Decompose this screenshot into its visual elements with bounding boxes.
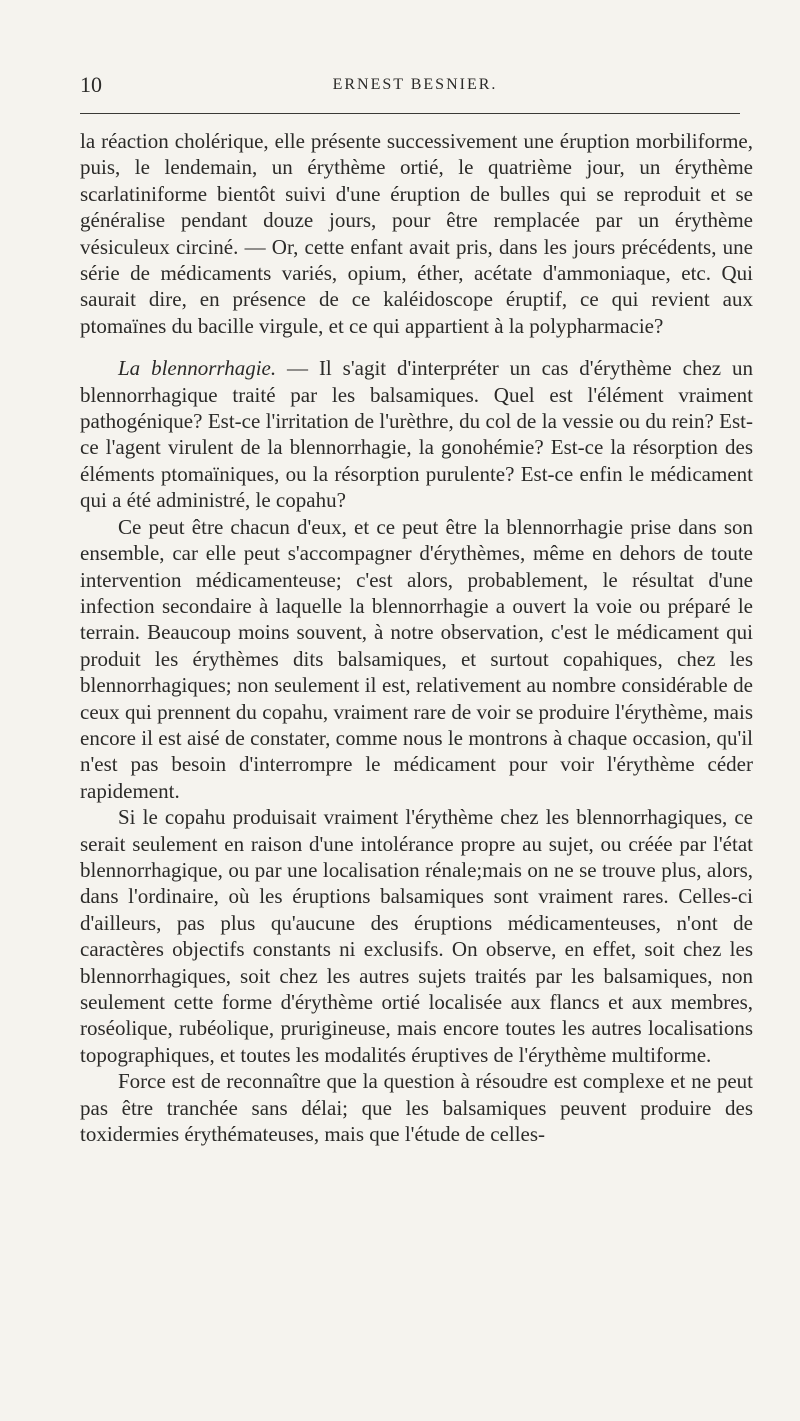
- body-text: [80, 128, 753, 1147]
- section-heading-blennorrhagie: La blennorrhagie.: [118, 356, 277, 381]
- page-number: 10: [80, 72, 102, 97]
- header-divider: [80, 113, 740, 114]
- paragraph-5: Force est de reconnaître que la question à résoudre est complexe et ne peut pas être tranchée sans délai; que les balsamiques peuvent produire des toxidermies érythémateuses, mais que l'étude de celles-: [80, 1069, 753, 1147]
- paragraph-4: Si le copahu produisait vraiment l'érythème chez les blennorrhagiques, ce serait seulement en raison d'une intolérance propre au sujet, ou créée par l'état blennorrhagique, ou par une localisation rénale;mais on ne se trouve plus, alors, dans l'ordinaire, où les éruptions balsamiques sont vraiment rares. Celles-ci d'ailleurs, pas plus qu'aucune des éruptions médicamenteuses, n'ont de caractères objectifs constants ni exclusifs. On observe, en effet, soit chez les blennorrhagiques, soit chez les autres sujets traités par les balsamiques, non seulement cette forme d'érythème ortié localisée aux flancs et aux membres, roséolique, rubéolique, prurigineuse, mais encore toutes les autres localisations topographiques, et toutes les modalités éruptives de l'érythème multiforme.: [80, 805, 753, 1067]
- page-header: [80, 72, 750, 102]
- paragraph-3: Ce peut être chacun d'eux, et ce peut être la blennorrhagie prise dans son ensemble, car elle peut s'accompagner d'érythèmes, même en dehors de toute intervention médicamenteuse; c'est alors, probablement, le résultat d'une infection secondaire à laquelle la blennorrhagie a ouvert la voie ou préparé le terrain. Beaucoup moins souvent, à notre observation, c'est le médicament qui produit les érythèmes dits balsamiques, et surtout copahiques, chez les blennorrhagiques; non seulement il est, relativement au nombre considérable de ceux qui prennent du copahu, vraiment rare de voir se produire l'érythème, mais encore il est aisé de constater, comme nous le montrons à chaque occasion, qu'il n'est pas besoin d'interrompre le médicament pour voir l'érythème céder rapidement.: [80, 514, 753, 803]
- paragraph-2-text: — Il s'agit d'interpréter un cas d'érythème chez un blennorrhagique traité par les balsamiques. Quel est l'élément vraiment pathogénique? Est-ce l'irritation de l'urèthre, du col de la vessie ou du rein? Est-ce l'agent virulent de la blennorrhagie, la gonohémie? Est-ce la résorption des éléments ptomaïniques, ou la résorption purulente? Est-ce enfin le médicament qui a été administré, le copahu?: [80, 356, 753, 513]
- paragraph-2: [80, 355, 753, 513]
- running-head: ERNEST BESNIER.: [332, 76, 498, 93]
- paragraph-1: la réaction cholérique, elle présente successivement une éruption morbiliforme, puis, le lendemain, un érythème ortié, le quatrième jour, un érythème scarlatiniforme bientôt suivi d'une éruption de bulles qui se reproduit et se généralise pendant douze jours, pour être remplacée par un érythème vésiculeux circiné. — Or, cette enfant avait pris, dans les jours précédents, une série de médicaments variés, opium, éther, acétate d'ammoniaque, etc. Qui saurait dire, en présence de ce kaléidoscope éruptif, ce qui revient aux ptomaïnes du bacille virgule, et ce qui appartient à la polypharmacie?: [80, 129, 753, 338]
